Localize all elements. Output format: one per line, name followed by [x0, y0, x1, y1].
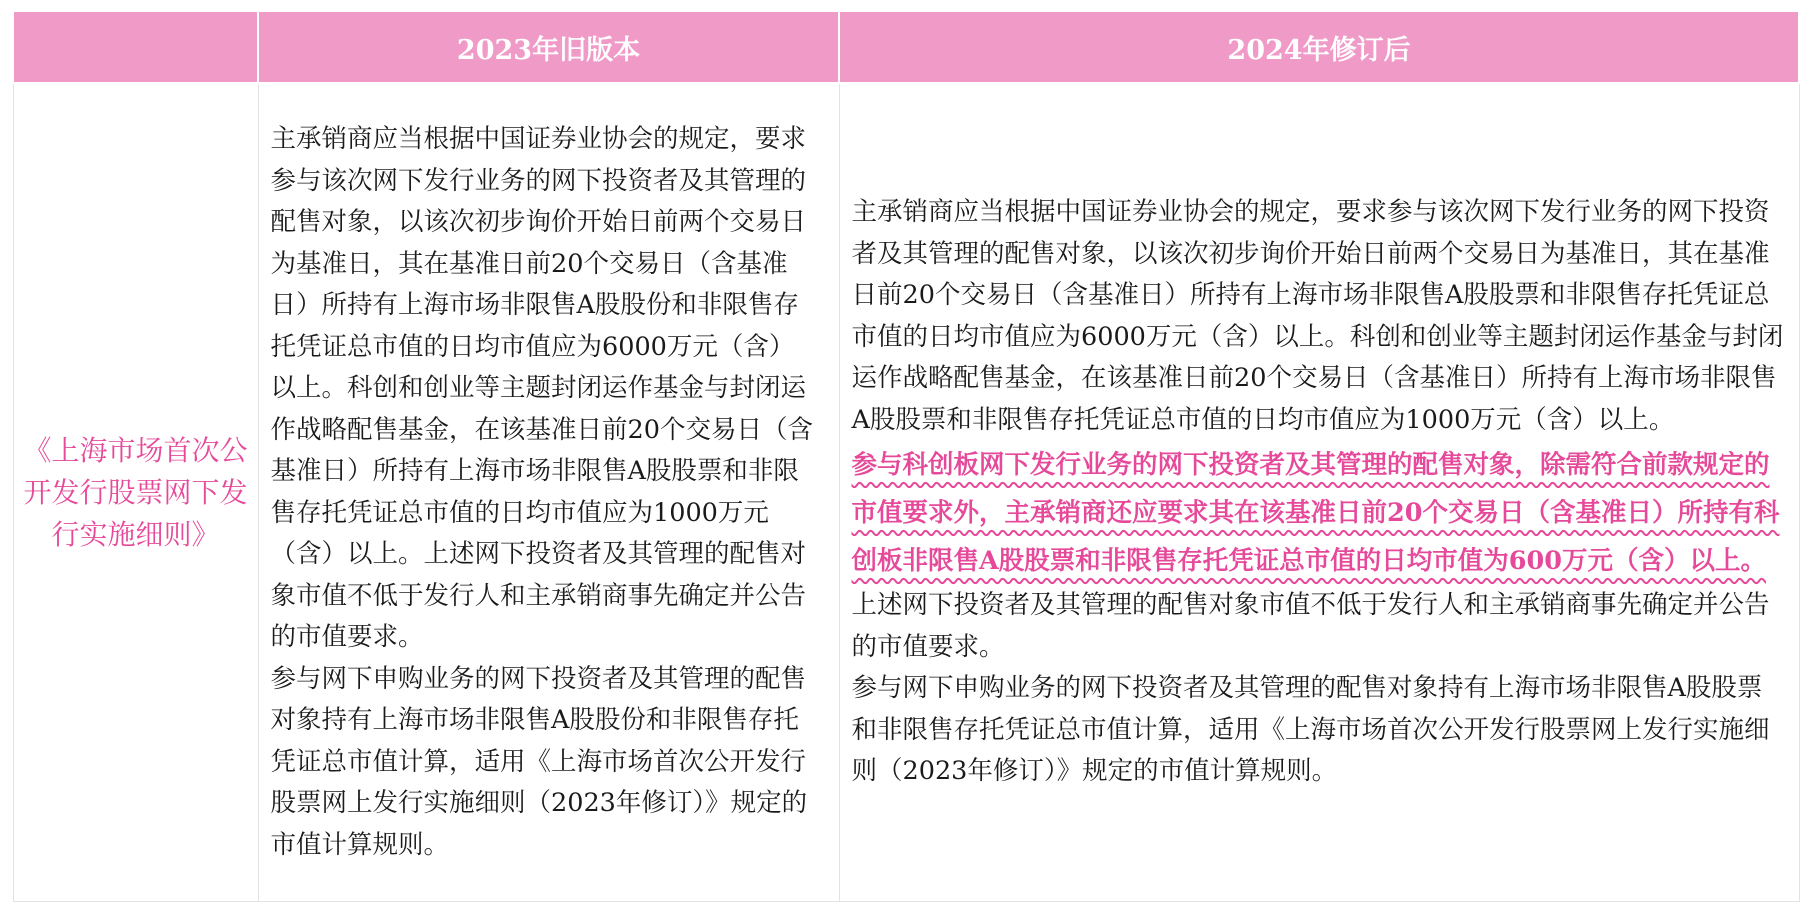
rule-title-cell [13, 83, 258, 902]
new-highlight-paragraph: 参与科创板网下发行业务的网下投资者及其管理的配售对象，除需符合前款规定的市值要求外，主承销商还应要求其在该基准日前20个交易日（含基准日）所持有科创板非限售A股股票和非限售存托凭证总市值的日均市值为600万元（含）以上。 [851, 450, 1780, 577]
old-paragraph-2: 参与网下申购业务的网下投资者及其管理的配售对象持有上海市场非限售A股股份和非限售存托凭证总市值计算，适用《上海市场首次公开发行股票网上发行实施细则（2023年修订）》规定的市值计算规则。 [270, 663, 808, 860]
new-paragraph-1: 主承销商应当根据中国证券业协会的规定，要求参与该次网下发行业务的网下投资者及其管理的配售对象，以该次初步询价开始日前两个交易日为基准日，其在基准日前20个交易日（含基准日）所持有上海市场非限售A股股票和非限售存托凭证总市值的日均市值应为6000万元（含）以上。科创和创业等主题封闭运作基金与封闭运作战略配售基金，在该基准日前20个交易日（含基准日）所持有上海市场非限售A股股票和非限售存托凭证总市值的日均市值应为1000万元（含）以上。 [851, 197, 1784, 435]
new-paragraph-3: 上述网下投资者及其管理的配售对象市值不低于发行人和主承销商事先确定并公告的市值要求。 [851, 590, 1770, 662]
new-highlight-paragraph-wrap [852, 441, 1785, 585]
header-corner-cell [13, 11, 258, 83]
header-old-version: 2023年旧版本 [258, 11, 839, 83]
comparison-table [12, 10, 1800, 902]
new-paragraph-4: 参与网下申购业务的网下投资者及其管理的配售对象持有上海市场非限售A股股票和非限售存托凭证总市值计算，适用《上海市场首次公开发行股票网上发行实施细则（2023年修订）》规定的市值计算规则。 [851, 673, 1770, 787]
table-header-row [13, 11, 1799, 83]
old-version-cell [258, 83, 839, 902]
old-paragraph-1: 主承销商应当根据中国证券业协会的规定，要求参与该次网下发行业务的网下投资者及其管理的配售对象，以该次初步询价开始日前两个交易日为基准日，其在基准日前20个交易日（含基准日）所持有上海市场非限售A股股份和非限售存托凭证总市值的日均市值应为6000万元（含）以上。科创和创业等主题封闭运作基金与封闭运作战略配售基金，在该基准日前20个交易日（含基准日）所持有上海市场非限售A股股票和非限售存托凭证总市值的日均市值应为1000万元（含）以上。上述网下投资者及其管理的配售对象市值不低于发行人和主承销商事先确定并公告的市值要求。 [270, 124, 813, 652]
header-new-version: 2024年修订后 [839, 11, 1799, 83]
new-version-cell [839, 83, 1799, 902]
table-row [13, 83, 1799, 902]
rule-title: 《上海市场首次公开发行股票网下发行实施细则》 [23, 433, 248, 551]
